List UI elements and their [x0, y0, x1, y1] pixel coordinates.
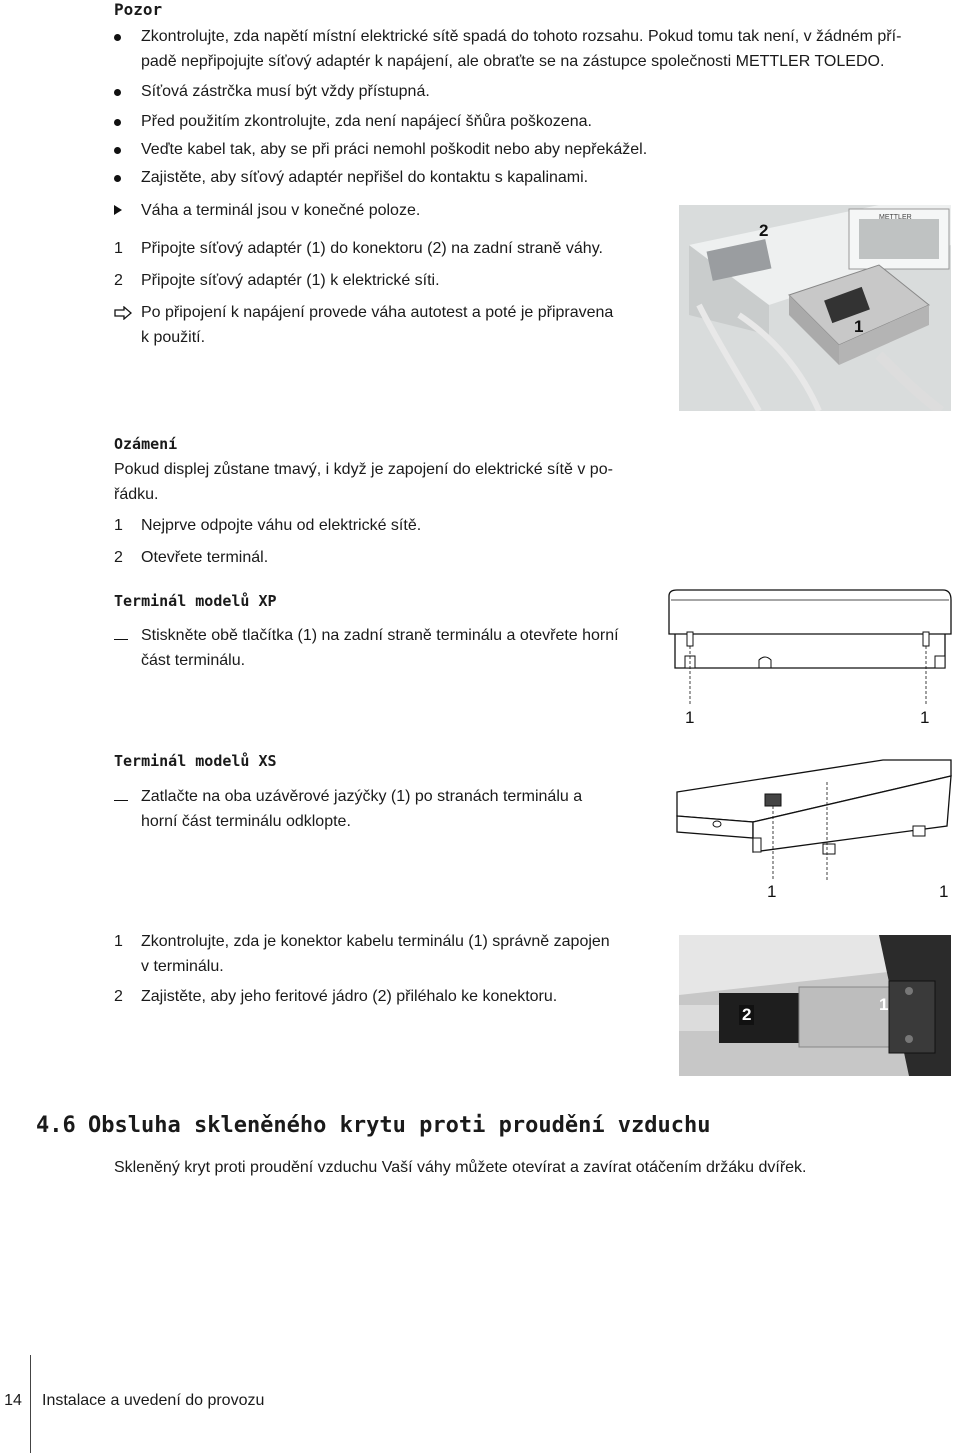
callout-2: 2	[759, 221, 769, 240]
result-arrow-icon	[114, 306, 132, 320]
bullet-icon	[114, 34, 121, 41]
bullet-icon	[114, 175, 121, 182]
triangle-icon	[114, 205, 122, 215]
callout-1-left: 1	[685, 708, 695, 727]
footer-divider	[30, 1355, 31, 1453]
callout-1-right: 1	[920, 708, 930, 727]
power-adapter-illustration	[679, 205, 951, 411]
connector-photo	[679, 935, 951, 1076]
section-heading: Obsluha skleněného krytu proti proudění vzduchu	[88, 1113, 711, 1138]
oznameni-heading: Ozámení	[114, 435, 178, 453]
callout-1: 1	[854, 317, 864, 336]
chapter-title: Instalace a uvedení do provozu	[42, 1392, 265, 1409]
xp-terminal-drawing	[665, 586, 955, 726]
svg-text:METTLER: METTLER	[879, 214, 912, 221]
dash-icon	[114, 800, 128, 801]
page-number: 14	[4, 1392, 22, 1409]
callout-1-right: 1	[939, 882, 949, 901]
xs-heading: Terminál modelů XS	[114, 752, 277, 770]
pozor-heading: Pozor	[114, 0, 163, 19]
bullet-icon	[114, 89, 121, 96]
connector-illustration	[679, 935, 951, 1076]
bullet-icon	[114, 147, 121, 154]
xs-terminal-drawing	[673, 752, 958, 902]
section-title	[36, 1113, 711, 1138]
callout-1: 1	[879, 995, 889, 1014]
callout-2: 2	[739, 1005, 754, 1025]
power-adapter-photo	[679, 205, 951, 411]
xs-terminal-illustration	[673, 752, 958, 902]
xp-heading: Terminál modelů XP	[114, 592, 277, 610]
dash-icon	[114, 639, 128, 640]
bullet-icon	[114, 119, 121, 126]
xp-terminal-illustration	[665, 586, 955, 726]
callout-1-left: 1	[767, 882, 777, 901]
section-number: 4.6	[36, 1113, 76, 1138]
